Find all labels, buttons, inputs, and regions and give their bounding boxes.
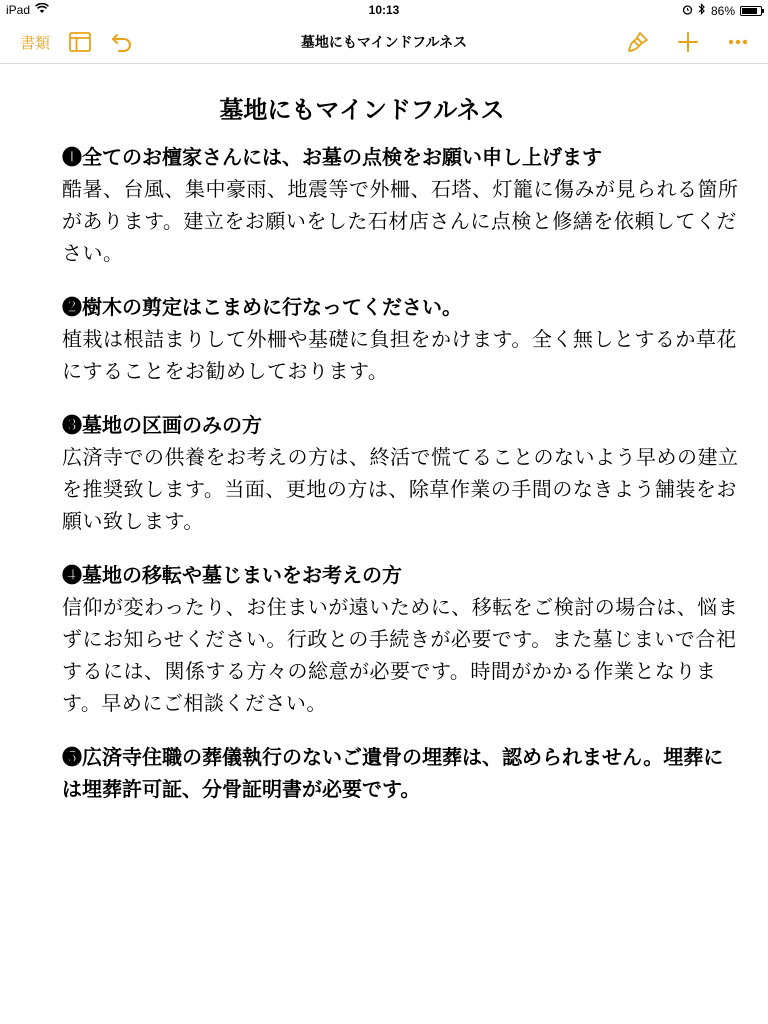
- toolbar-right: [626, 30, 750, 54]
- section-5: [62, 741, 742, 805]
- section-1: [62, 141, 742, 269]
- section-heading: ❶全てのお檀家さんには、お墓の点検をお願い申し上げます: [62, 144, 602, 169]
- section-2: [62, 291, 742, 387]
- paintbrush-icon[interactable]: [626, 30, 650, 54]
- section-3: [62, 409, 742, 537]
- section-text: 広済寺での供養をお考えの方は、終活で慌てることのないよう早めの建立を推奨致します。当面、更地の方は、除草作業の手間のなきよう舗装をお願い致します。: [62, 444, 739, 533]
- status-bar: [0, 0, 768, 20]
- section-heading: ❸墓地の区画のみの方: [62, 412, 262, 437]
- section-heading: ❹墓地の移転や墓じまいをお考えの方: [62, 562, 402, 587]
- status-time: 10:13: [368, 3, 400, 17]
- section-4: [62, 559, 742, 719]
- document-title: 墓地にもマインドフルネス: [300, 34, 468, 50]
- battery-fill: [742, 8, 757, 14]
- document-body[interactable]: [62, 96, 742, 827]
- section-text: 植栽は根詰まりして外柵や基礎に負担をかけます。全く無しとするか草花にすることをお勧めしております。: [62, 326, 737, 383]
- section-text: 信仰が変わったり、お住まいが遠いために、移転をご検討の場合は、悩まずにお知らせください。行政との手続きが必要です。また墓じまいで合祀するには、関係する方々の総意が必要です。時間がかかる作業となります。早めにご相談ください。: [62, 594, 739, 715]
- alarm-icon: [682, 4, 693, 18]
- section-heading: ❷樹木の剪定はこまめに行なってください。: [62, 294, 462, 319]
- section-heading: ❺広済寺住職の葬儀執行のないご遺骨の埋葬は、認められません。埋葬には埋葬許可証、分骨証明書が必要です。: [62, 744, 724, 801]
- document-heading: 墓地にもマインドフルネス: [219, 95, 505, 124]
- add-icon[interactable]: [676, 30, 700, 54]
- section-text: 酷暑、台風、集中豪雨、地震等で外柵、石塔、灯籠に傷みが見られる箇所があります。建立をお願いをした石材店さんに点検と修繕を依頼してください。: [62, 176, 739, 265]
- battery-icon: [740, 6, 762, 16]
- documents-button[interactable]: 書類: [20, 34, 51, 52]
- more-icon[interactable]: [726, 30, 750, 54]
- battery-percent: 86%: [710, 3, 735, 18]
- status-right: [682, 3, 762, 18]
- bluetooth-icon: [698, 3, 706, 18]
- toolbar: [0, 20, 768, 64]
- device-label: iPad: [6, 3, 31, 17]
